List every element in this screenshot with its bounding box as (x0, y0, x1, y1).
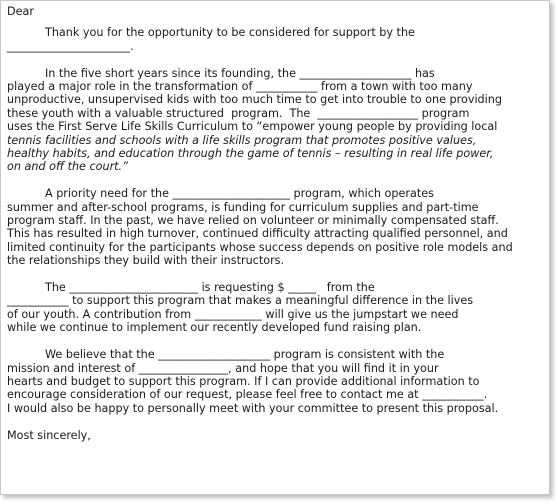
paragraph-line: while we continue to implement our recently developed fund raising plan. (7, 321, 422, 335)
closing: Most sincerely, (7, 428, 91, 442)
paragraph-quote-line: healthy habits, and education through the game of tennis – resulting in real life power, (7, 147, 494, 161)
paragraph-line: uses the First Serve Life Skills Curriculum to “empower young people by providing local (7, 120, 498, 134)
paragraph-line: We believe that the ____________________ program is consistent with the (45, 348, 445, 362)
paragraph-line: the relationships they build with their instructors. (7, 254, 285, 268)
paragraph-line: ______________________. (7, 39, 134, 53)
paragraph-line: I would also be happy to personally meet with your committee to present this proposal. (7, 401, 499, 415)
paragraph-line: summer and after-school programs, is funding for curriculum supplies and part-time (7, 200, 479, 214)
paragraph-line: program staff. In the past, we have relied on volunteer or minimally compensated staff. (7, 214, 499, 228)
paragraph-quote-line: on and off the court.” (7, 160, 128, 174)
salutation: Dear (7, 5, 34, 18)
paragraph-line: This has resulted in high turnover, continued difficulty attracting qualified personnel, and (7, 227, 508, 241)
paragraph-line: these youth with a valuable structured program. The __________________ program (7, 106, 470, 120)
paragraph-line: limited continuity for the participants whose success depends on positive role models and (7, 240, 513, 254)
paragraph-line: The _______________________ is requesting $ _____ from the (45, 281, 375, 295)
paragraph-line: played a major role in the transformation of ___________ from a town with too many (7, 80, 473, 94)
paragraph-line: of our youth. A contribution from ____________ will give us the jumpstart we need (7, 307, 459, 321)
paragraph-line: ___________ to support this program that makes a meaningful difference in the lives (7, 294, 474, 308)
paragraph-request (7, 281, 543, 335)
paragraph-line: hearts and budget to support this program. If I can provide additional information to (7, 374, 480, 388)
paragraph-consistency (7, 348, 543, 415)
paragraph-line: In the five short years since its founding, the ____________________ has (45, 66, 435, 80)
paragraph-line: Thank you for the opportunity to be considered for support by the (45, 26, 415, 40)
paragraph-line: mission and interest of ________________, and hope that you will find it in your (7, 361, 439, 375)
paragraph-history (7, 67, 543, 174)
paragraph-line: A priority need for the _____________________ program, which operates (45, 187, 434, 201)
paragraph-line: unproductive, unsupervised kids with too much time to get into trouble to one providing (7, 93, 502, 107)
paragraph-thanks (7, 26, 543, 53)
paragraph-line: encourage consideration of our request, please feel free to contact me at ___________. (7, 388, 488, 402)
paragraph-need (7, 187, 543, 267)
paragraph-quote-line: tennis facilities and schools with a life skills program that promotes positive values, (7, 133, 477, 147)
